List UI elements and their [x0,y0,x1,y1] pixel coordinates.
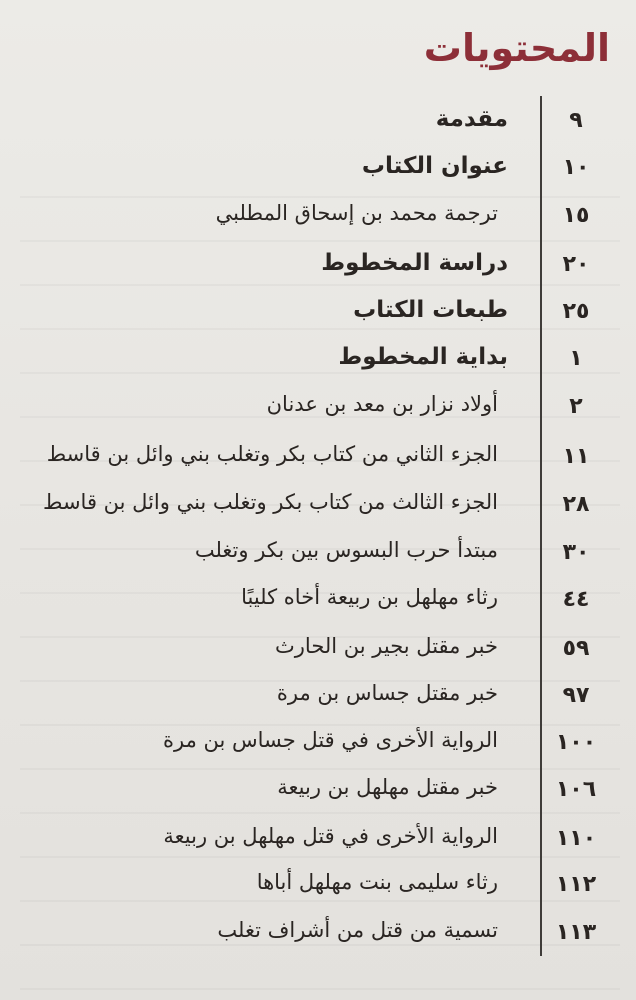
toc-page-number: ٢٨ [562,492,590,517]
toc-entry [0,679,636,719]
toc-entry [0,199,636,239]
toc-entry-title: طبعات الكتاب [353,297,508,323]
toc-page-number: ١١٠ [555,826,597,851]
toc-page-number: ١١٣ [555,920,597,945]
toc-entry-title: دراسة المخطوط [321,250,508,276]
toc-entry [0,632,636,672]
toc-entry-title: الرواية الأخرى في قتل جساس بن مرة [162,728,498,752]
toc-entry-title: مبتدأ حرب البسوس بين بكر وتغلب [194,538,498,562]
toc-entry-title: أولاد نزار بن معد بن عدنان [266,392,498,416]
toc-page-number: ٥٩ [562,636,590,661]
toc-entry [0,151,636,191]
toc-page-number: ١٠٦ [555,777,597,802]
toc-entry [0,822,636,862]
toc-entry-title: تسمية من قتل من أشراف تغلب [217,918,498,942]
toc-entry-title: خبر مقتل مهلهل بن ربيعة [277,775,498,799]
toc-entry-title: رثاء مهلهل بن ربيعة أخاه كليبًا [241,585,498,609]
toc-entry [0,295,636,335]
toc-page-number: ٢٠ [562,252,590,277]
toc-entry [0,583,636,623]
toc-page-number: ١ [569,346,583,371]
toc-entry-title: خبر مقتل جساس بن مرة [276,681,498,705]
toc-entry [0,342,636,382]
toc-page-number: ٢ [569,394,583,419]
toc-entry-title: الرواية الأخرى في قتل مهلهل بن ربيعة [163,824,498,848]
toc-page-number: ٩٧ [562,683,590,708]
toc-page-number: ٢٥ [562,299,590,324]
toc-page-number: ١٠٠ [555,730,597,755]
toc-entry [0,390,636,430]
toc-entry-title: عنوان الكتاب [361,153,508,179]
toc-entry [0,248,636,288]
toc-entry [0,916,636,956]
page-title: المحتويات [423,26,610,70]
toc-page-number: ١١ [562,444,590,469]
toc-entry-title: مقدمة [435,106,508,132]
toc-page-number: ١١٢ [555,872,597,897]
toc-entry-title: رثاء سليمى بنت مهلهل أباها [256,870,498,894]
toc-entry [0,773,636,813]
toc-entry-title: بداية المخطوط [338,344,508,370]
toc-entry [0,536,636,576]
toc-entry [0,488,636,528]
toc-entry-title: الجزء الثاني من كتاب بكر وتغلب بني وائل بن قاسط [46,442,498,466]
toc-entry [0,868,636,908]
toc-entry-title: خبر مقتل بجير بن الحارث [275,634,498,658]
toc-entry [0,104,636,144]
toc-entry [0,440,636,480]
toc-entry-title: الجزء الثالث من كتاب بكر وتغلب بني وائل بن قاسط [43,490,498,514]
toc-page-number: ٤٤ [562,587,590,612]
toc-entry-title: ترجمة محمد بن إسحاق المطلبي [215,201,498,225]
toc-page-number: ١٠ [562,155,590,180]
toc-page-number: ١٥ [562,203,590,228]
toc-entry [0,726,636,766]
toc-page-number: ٩ [569,108,583,133]
toc-page-number: ٣٠ [562,540,590,565]
